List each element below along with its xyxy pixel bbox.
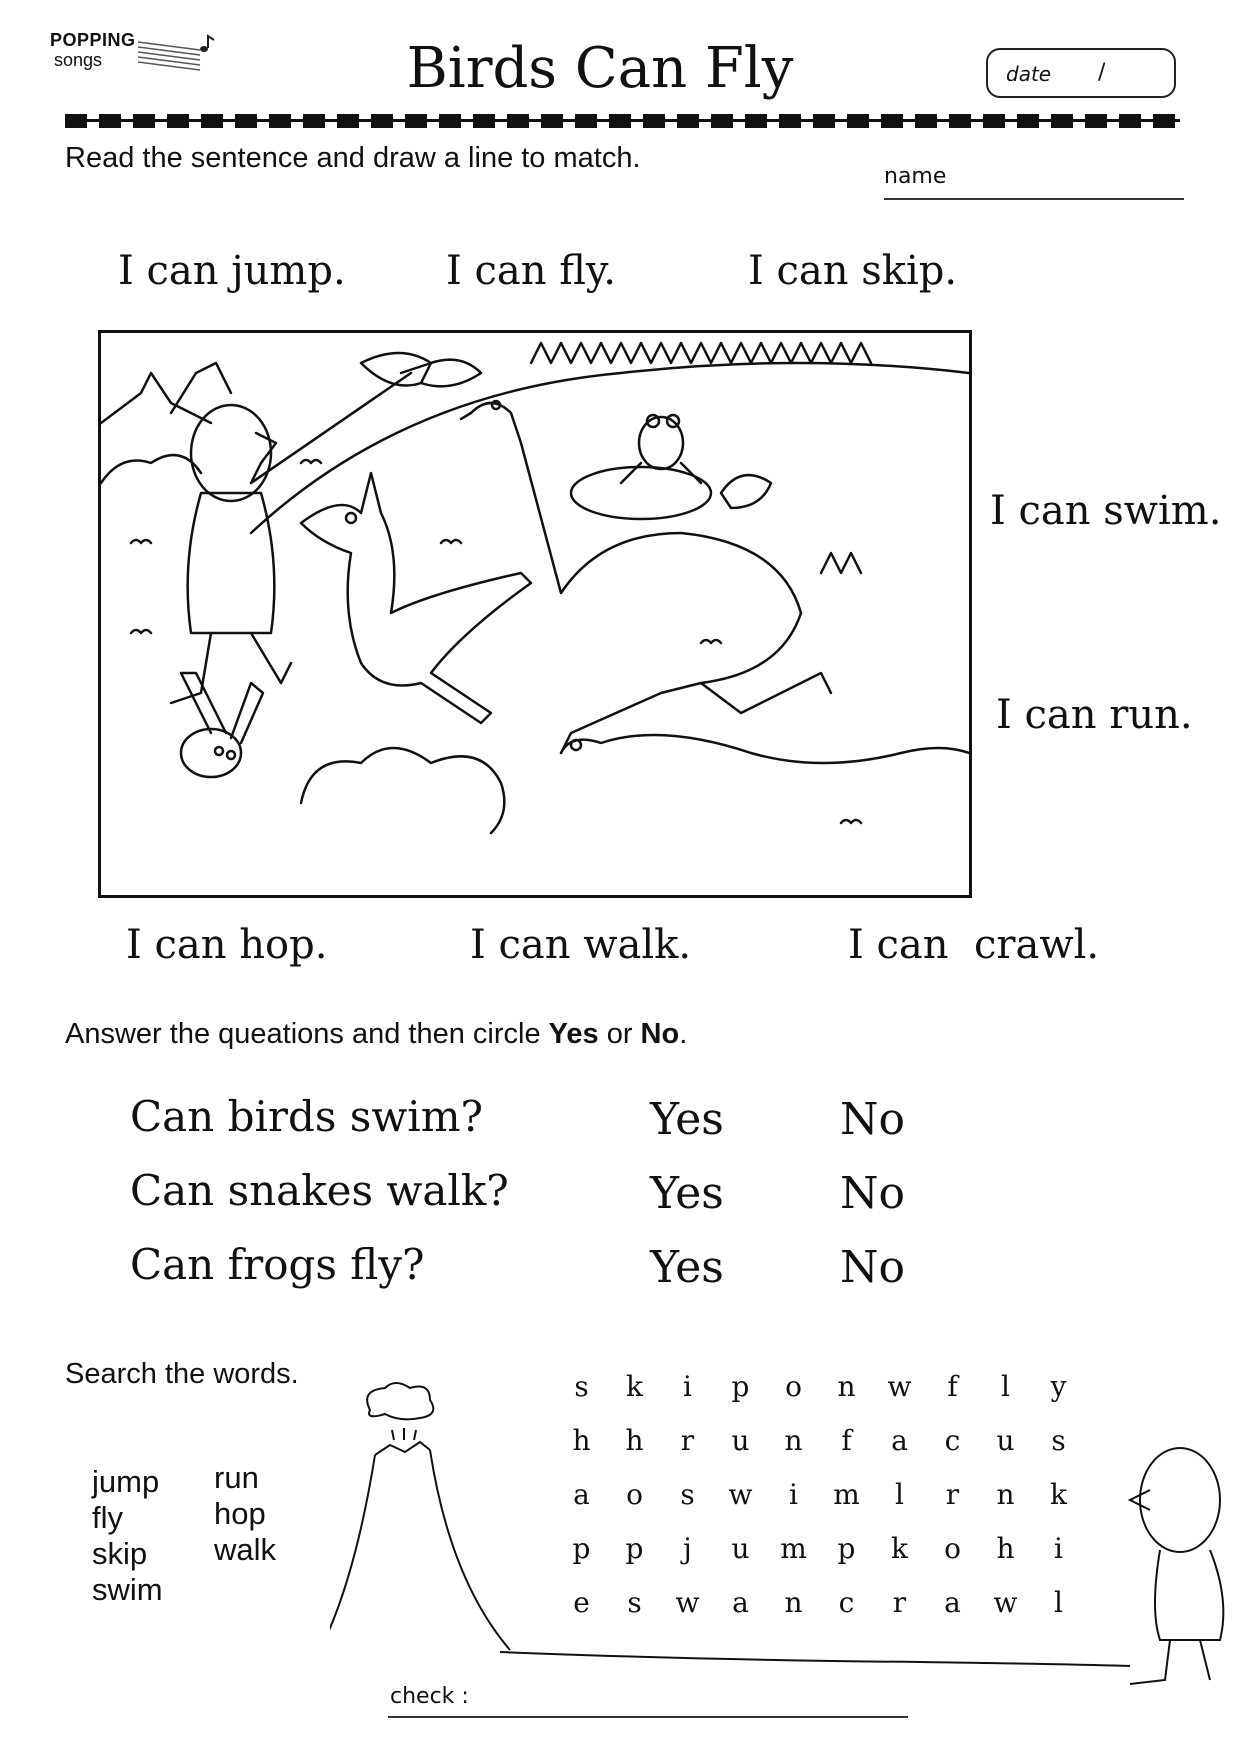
grid-row bbox=[555, 1478, 1085, 1532]
grid-cell[interactable]: i bbox=[1054, 1532, 1063, 1565]
grid-cell[interactable]: u bbox=[996, 1424, 1015, 1457]
sentence-hop[interactable]: I can hop. bbox=[126, 922, 328, 968]
date-separator: / bbox=[1098, 60, 1106, 85]
page-title: Birds Can Fly bbox=[406, 36, 794, 101]
grid-cell[interactable]: u bbox=[731, 1424, 750, 1457]
grid-row bbox=[555, 1532, 1085, 1586]
ground-line bbox=[500, 1600, 1140, 1680]
kangaroo-drawing bbox=[301, 473, 531, 723]
grid-cell[interactable]: p bbox=[837, 1532, 856, 1565]
instruction-period: . bbox=[679, 1018, 688, 1050]
grid-cell[interactable]: p bbox=[625, 1532, 644, 1565]
grid-cell[interactable]: s bbox=[1051, 1424, 1066, 1457]
grid-cell[interactable]: l bbox=[1054, 1586, 1063, 1619]
fish-drawing bbox=[721, 475, 771, 508]
grid-cell[interactable]: n bbox=[784, 1586, 803, 1619]
grid-cell[interactable]: w bbox=[675, 1586, 700, 1619]
grid-cell[interactable]: j bbox=[683, 1532, 692, 1565]
question-3: Can frogs fly? bbox=[130, 1240, 425, 1289]
grid-cell[interactable]: s bbox=[680, 1478, 695, 1511]
word-swim: swim bbox=[92, 1572, 163, 1607]
grid-row bbox=[555, 1370, 1085, 1424]
grid-cell[interactable]: f bbox=[947, 1370, 958, 1403]
grid-cell[interactable]: r bbox=[945, 1478, 960, 1511]
grid-cell[interactable]: k bbox=[1050, 1478, 1067, 1511]
grid-cell[interactable]: n bbox=[784, 1424, 803, 1457]
grid-cell[interactable]: w bbox=[728, 1478, 753, 1511]
grid-cell[interactable]: a bbox=[732, 1586, 749, 1619]
answer-no-2[interactable]: No bbox=[840, 1168, 905, 1219]
grid-cell[interactable]: e bbox=[573, 1586, 590, 1619]
instruction-search: Search the words. bbox=[65, 1358, 299, 1390]
no-emphasis: No bbox=[640, 1018, 680, 1050]
sentence-jump[interactable]: I can jump. bbox=[118, 248, 346, 294]
word-run: run bbox=[214, 1460, 259, 1495]
sentence-swim[interactable]: I can swim. bbox=[990, 488, 1222, 534]
instruction-text: Answer the queations and then circle bbox=[65, 1018, 549, 1050]
grid-cell[interactable]: p bbox=[731, 1370, 750, 1403]
logo-line2: songs bbox=[54, 50, 103, 70]
word-list-col1 bbox=[92, 1464, 163, 1608]
word-hop: hop bbox=[214, 1496, 266, 1531]
sentence-skip[interactable]: I can skip. bbox=[748, 248, 958, 294]
volcano-shape bbox=[101, 373, 211, 423]
caveman-drawing bbox=[171, 363, 431, 703]
answer-no-1[interactable]: No bbox=[840, 1094, 905, 1145]
grid-cell[interactable]: c bbox=[944, 1424, 961, 1457]
grid-cell[interactable]: f bbox=[841, 1424, 852, 1457]
instruction-match: Read the sentence and draw a line to match. bbox=[65, 142, 641, 174]
grid-cell[interactable]: p bbox=[572, 1532, 591, 1565]
grid-cell[interactable]: o bbox=[944, 1532, 961, 1565]
grid-cell[interactable]: s bbox=[627, 1586, 642, 1619]
question-1: Can birds swim? bbox=[130, 1092, 484, 1141]
answer-no-3[interactable]: No bbox=[840, 1242, 905, 1293]
grid-cell[interactable]: n bbox=[837, 1370, 856, 1403]
grid-cell[interactable]: a bbox=[944, 1586, 961, 1619]
rabbit-drawing bbox=[181, 673, 263, 777]
grid-cell[interactable]: m bbox=[833, 1478, 860, 1511]
grid-cell[interactable]: s bbox=[574, 1370, 589, 1403]
bush-drawing bbox=[301, 748, 504, 833]
grid-cell[interactable]: r bbox=[892, 1586, 907, 1619]
word-fly: fly bbox=[92, 1500, 123, 1535]
answer-yes-1[interactable]: Yes bbox=[650, 1094, 724, 1145]
grid-cell[interactable]: h bbox=[572, 1424, 591, 1457]
word-jump: jump bbox=[92, 1464, 160, 1499]
grid-cell[interactable]: i bbox=[683, 1370, 692, 1403]
checkered-divider bbox=[65, 114, 1180, 128]
instruction-or: or bbox=[598, 1018, 641, 1050]
grid-cell[interactable]: l bbox=[1001, 1370, 1010, 1403]
grid-cell[interactable]: o bbox=[626, 1478, 643, 1511]
logo-line1: POPPING bbox=[50, 30, 136, 50]
check-label: check : bbox=[390, 1684, 469, 1709]
lily-pad bbox=[571, 467, 711, 519]
grid-cell[interactable]: l bbox=[895, 1478, 904, 1511]
date-label: date bbox=[1006, 62, 1052, 86]
sentence-fly[interactable]: I can fly. bbox=[446, 248, 616, 294]
grid-cell[interactable]: n bbox=[996, 1478, 1015, 1511]
grid-cell[interactable]: w bbox=[993, 1586, 1018, 1619]
word-walk: walk bbox=[214, 1532, 277, 1567]
grid-cell[interactable]: m bbox=[780, 1532, 807, 1565]
name-label: name bbox=[884, 164, 947, 189]
grid-cell[interactable]: w bbox=[887, 1370, 912, 1403]
grid-row bbox=[555, 1424, 1085, 1478]
word-search-grid[interactable] bbox=[555, 1370, 1085, 1630]
answer-yes-2[interactable]: Yes bbox=[650, 1168, 724, 1219]
instruction-questions bbox=[65, 1018, 687, 1051]
grid-cell[interactable]: y bbox=[1050, 1370, 1067, 1403]
sentence-run[interactable]: I can run. bbox=[996, 692, 1193, 738]
animal-scene-illustration bbox=[98, 330, 972, 898]
grid-cell[interactable]: c bbox=[838, 1586, 855, 1619]
caveman-icon bbox=[1110, 1440, 1234, 1690]
grid-cell[interactable]: r bbox=[680, 1424, 695, 1457]
sentence-walk[interactable]: I can walk. bbox=[470, 922, 692, 968]
sentence-crawl[interactable]: I can crawl. bbox=[848, 922, 1100, 968]
question-2: Can snakes walk? bbox=[130, 1166, 509, 1215]
word-list-col2 bbox=[214, 1460, 276, 1568]
answer-yes-3[interactable]: Yes bbox=[650, 1242, 724, 1293]
grid-cell[interactable]: k bbox=[891, 1532, 908, 1565]
word-skip: skip bbox=[92, 1536, 148, 1571]
ostrich-drawing bbox=[461, 401, 831, 753]
grid-cell[interactable]: k bbox=[626, 1370, 643, 1403]
date-field[interactable] bbox=[986, 48, 1176, 98]
grid-cell[interactable]: u bbox=[731, 1532, 750, 1565]
grid-cell[interactable]: i bbox=[789, 1478, 798, 1511]
snake-drawing bbox=[561, 735, 969, 763]
name-field[interactable] bbox=[884, 164, 1184, 200]
grid-cell[interactable]: a bbox=[891, 1424, 908, 1457]
yes-emphasis: Yes bbox=[548, 1018, 599, 1050]
grid-cell[interactable]: o bbox=[785, 1370, 802, 1403]
grid-cell[interactable]: a bbox=[573, 1478, 590, 1511]
grid-cell[interactable]: h bbox=[625, 1424, 644, 1457]
check-field[interactable] bbox=[388, 1684, 908, 1718]
grid-cell[interactable]: h bbox=[996, 1532, 1015, 1565]
